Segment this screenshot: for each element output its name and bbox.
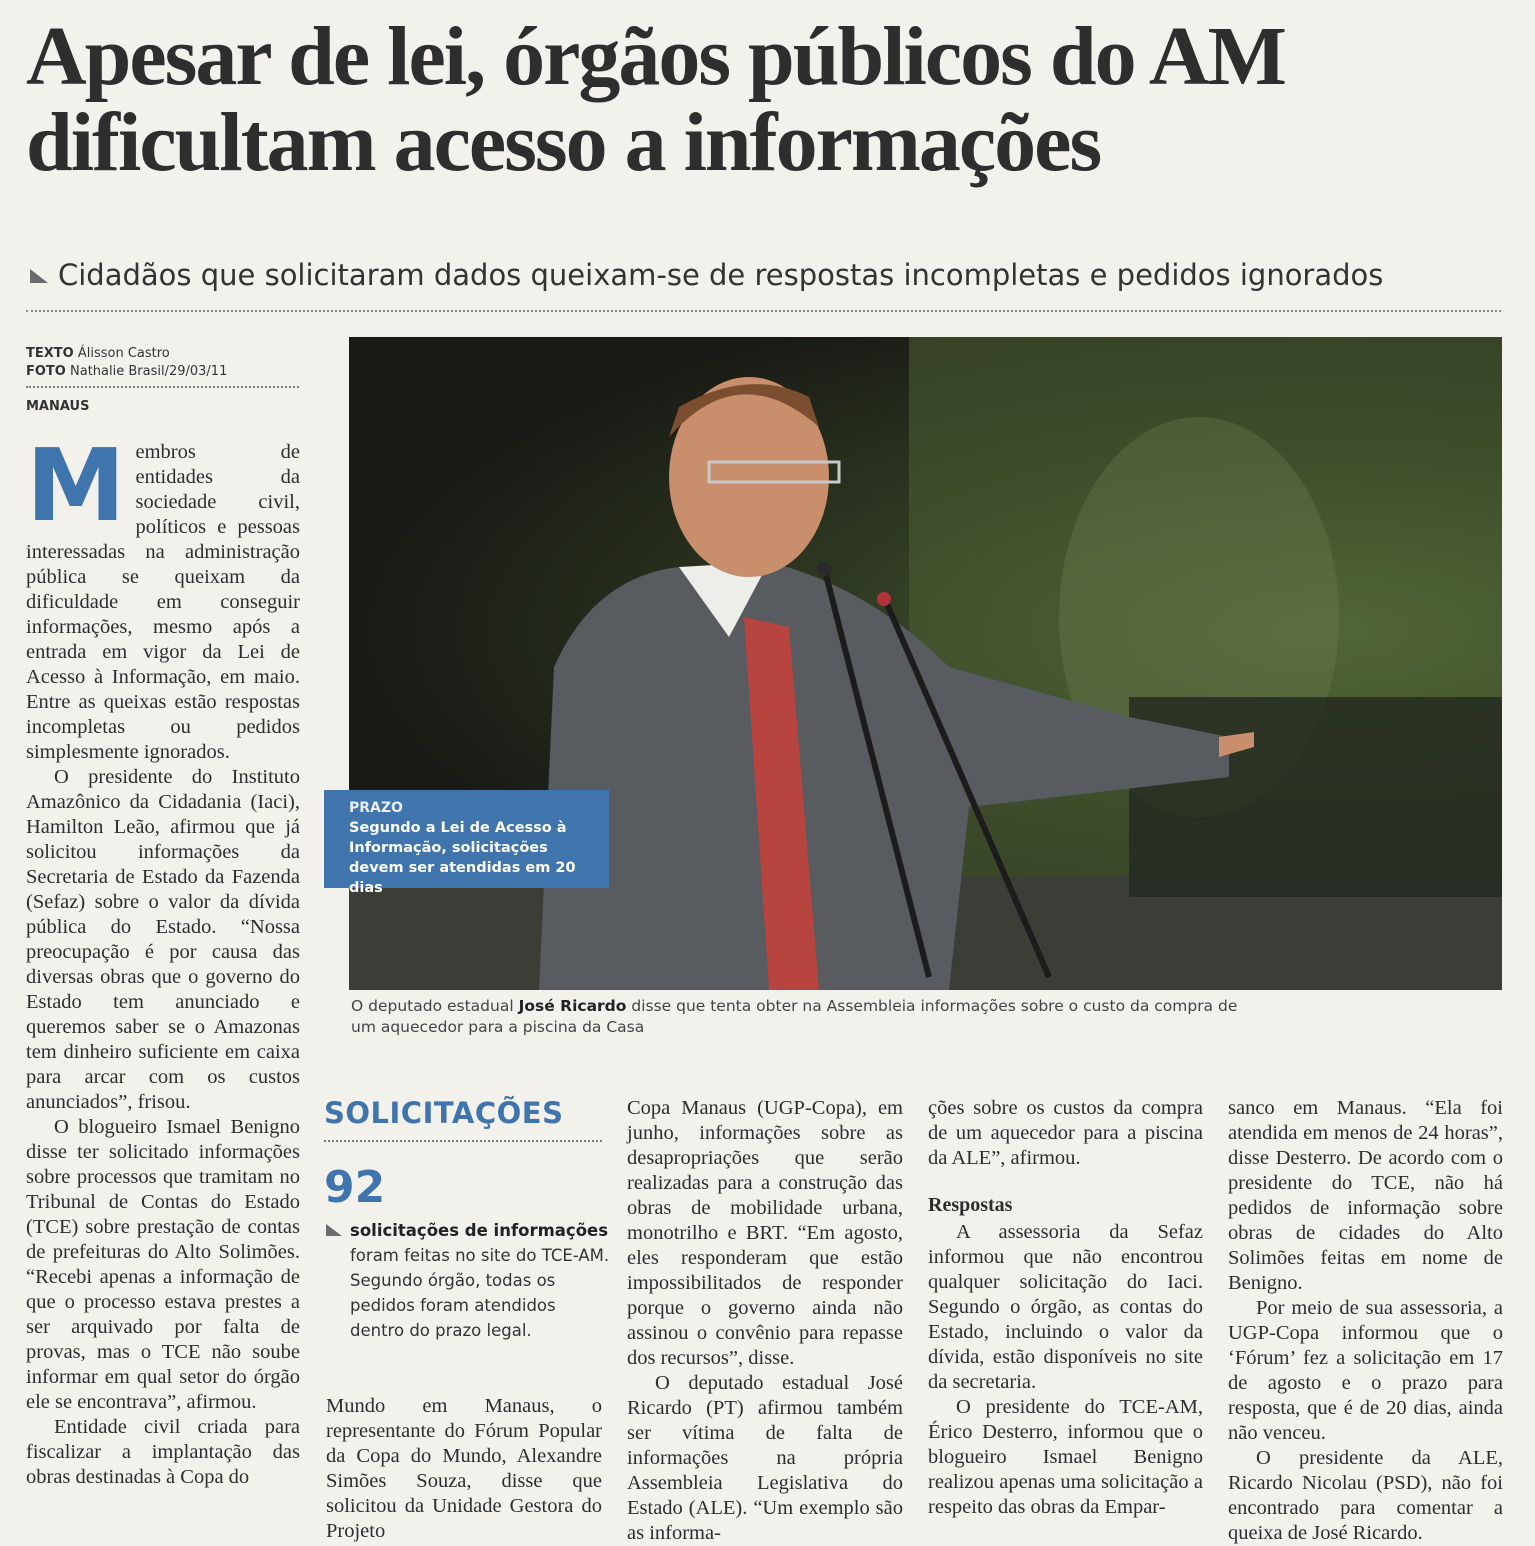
photo-author: Nathalie Brasil/29/03/11: [70, 364, 228, 379]
text-label: TEXTO: [26, 346, 74, 361]
paragraph: embros de entidades da sociedade civil, políticos e pessoas interessadas na administração pública se queixam da dificuldade em conseguir informações, mesmo após a entrada em vigor da Lei de Acesso à Informação, em maio. Entre as queixas estão respostas incompletas ou pedidos simplesmente ignorados.: [26, 441, 300, 763]
drop-cap: M: [26, 427, 126, 544]
caption-pre: O deputado estadual: [351, 997, 519, 1015]
box-title: SOLICITAÇÕES: [324, 1096, 564, 1130]
paragraph: O presidente do TCE-AM, Érico Desterro, informou que o blogueiro Ismael Benigno realizou apenas uma solicitação a respeito das obras da Empar-: [928, 1396, 1203, 1518]
subheadline: [30, 258, 1510, 292]
location: MANAUS: [26, 399, 90, 414]
headline: Apesar de lei, órgãos públicos do AM dificultam acesso a informações: [26, 10, 1285, 189]
subheadline-text: Cidadãos que solicitaram dados queixam-se de respostas incompletas e pedidos ignorados: [58, 258, 1384, 292]
triangle-marker-icon: [326, 1224, 342, 1236]
paragraph: O presidente da ALE, Ricardo Nicolau (PSD), não foi encontrado para comentar a queixa de José Ricardo.: [1228, 1447, 1503, 1544]
paragraph: Copa Manaus (UGP-Copa), em junho, informações sobre as desapropriações que serão realizadas para a construção das obras de mobilidade urbana, monotrilho e BRT. “Em agosto, eles responderam que estão impossibilitados de responder porque o governo ainda não assinou o convênio para repasse dos recursos”, disse.: [627, 1097, 903, 1369]
caption-name: José Ricardo: [518, 997, 627, 1015]
box-text: [350, 1218, 610, 1343]
section-subhead: Respostas: [928, 1194, 1013, 1216]
paragraph: A assessoria da Sefaz informou que não encontrou qualquer solicitação do Iaci. Segundo o órgão, as contas do Estado, incluindo o valor da dívida, estão disponíveis no site da secretaria.: [928, 1221, 1203, 1393]
paragraph: O blogueiro Ismael Benigno disse ter solicitado informações sobre processos que tramitam no Tribunal de Contas do Estado (TCE) sobre prestação de contas de prefeituras do Alto Solimões. “Recebi apenas a informação de que o processo estava prestes a ser arquivado por falta de provas, mas o TCE não soube informar em qual setor do órgão ele se encontrava”, afirmou.: [26, 1116, 300, 1413]
prazo-callout: [324, 790, 609, 896]
prazo-label: PRAZO: [349, 800, 403, 816]
paragraph: O presidente do Instituto Amazônico da Cidadania (Iaci), Hamilton Leão, afirmou que já solicitou informações da Secretaria de Estado da Fazenda (Sefaz) sobre o valor da dívida pública do Estado. “Nossa preocupação é por causa das diversas obras que o governo do Estado tem anunciado e queremos saber se o Amazonas tem dinheiro suficiente em caixa para arcar com os custos anunciados”, frisou.: [26, 766, 300, 1113]
paragraph: sanco em Manaus. “Ela foi atendida em menos de 24 horas”, disse Desterro. De acordo com o presidente do TCE, não há pedidos de informação sobre obras de cidades do Alto Solimões feitas em nome de Benigno.: [1228, 1097, 1503, 1294]
paragraph: Por meio de sua assessoria, a UGP-Copa informou que o ‘Fórum’ fez a solicitação em 17 de agosto e o prazo para resposta, que é de 20 dias, ainda não venceu.: [1228, 1297, 1503, 1444]
byline: [26, 345, 301, 381]
column-1: [26, 427, 300, 1490]
paragraph: Entidade civil criada para fiscalizar a implantação das obras destinadas à Copa do: [26, 1416, 300, 1488]
byline-divider: [26, 386, 299, 388]
photo-caption: [351, 996, 1251, 1038]
triangle-marker-icon: [30, 269, 48, 283]
photo-label: FOTO: [26, 364, 66, 379]
caption-post: disse que tenta obter na Assembleia informações sobre o custo da compra de um aquecedor para a piscina da Casa: [351, 997, 1238, 1036]
box-text-rest: foram feitas no site do TCE-AM. Segundo órgão, todas os pedidos foram atendidos dentro do prazo legal.: [350, 1246, 610, 1340]
column-2: [326, 1394, 602, 1544]
prazo-text: Segundo a Lei de Acesso à Informação, solicitações devem ser atendidas em 20 dias: [349, 820, 576, 896]
column-5: [1228, 1096, 1503, 1546]
paragraph: O deputado estadual José Ricardo (PT) afirmou também ser vítima de falta de informações na própria Assembleia Legislativa do Estado (ALE). “Um exemplo são as informa-: [627, 1372, 903, 1544]
box-divider: [324, 1140, 602, 1142]
box-text-bold: solicitações de informações: [350, 1221, 609, 1240]
column-3: [627, 1096, 903, 1546]
text-author: Álisson Castro: [77, 346, 170, 361]
column-4: [928, 1096, 1203, 1520]
paragraph: Mundo em Manaus, o representante do Fórum Popular da Copa do Mundo, Alexandre Simões Souza, disse que solicitou da Unidade Gestora do Projeto: [326, 1395, 602, 1542]
divider: [26, 310, 1501, 312]
box-number: 92: [324, 1162, 386, 1213]
paragraph: ções sobre os custos da compra de um aquecedor para a piscina da ALE”, afirmou.: [928, 1097, 1203, 1169]
